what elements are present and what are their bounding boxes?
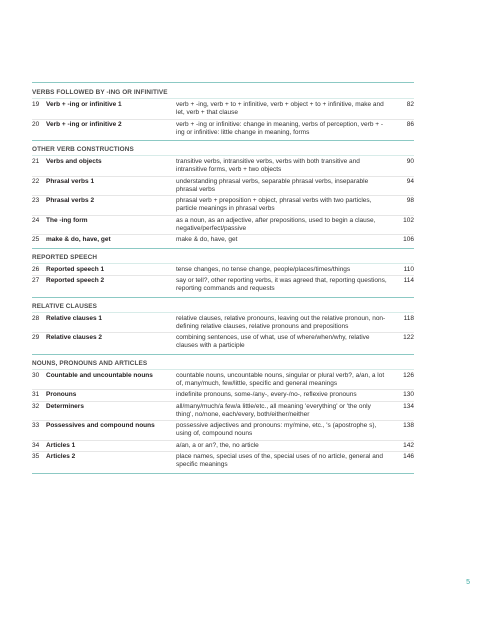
unit-page: 114: [403, 277, 414, 284]
unit-title: Verbs and objects: [46, 158, 102, 165]
unit-row: [32, 265, 414, 276]
unit-page: 94: [406, 177, 414, 185]
unit-row: [32, 420, 414, 440]
section-title: OTHER VERB CONSTRUCTIONS: [32, 144, 414, 156]
unit-row: [32, 215, 414, 235]
unit-page: 118: [403, 314, 414, 322]
unit-row: [32, 440, 414, 452]
unit-title: Relative clauses 1: [46, 314, 103, 322]
unit-number: 33: [32, 422, 40, 429]
unit-title: Pronouns: [46, 391, 77, 398]
unit-number: 26: [32, 265, 40, 273]
section: [32, 144, 414, 249]
unit-row: [32, 389, 414, 401]
unit-title: Verb + -ing or infinitive 2: [46, 120, 122, 128]
unit-number: 24: [32, 216, 40, 224]
unit-row: [32, 451, 414, 471]
section: [32, 252, 414, 298]
unit-page: 106: [403, 236, 414, 243]
contents-table: [32, 82, 414, 477]
unit-page: 142: [403, 441, 414, 449]
unit-number: 27: [32, 277, 40, 284]
unit-row: [32, 157, 414, 176]
section: [32, 358, 414, 474]
section-title: RELATIVE CLAUSES: [32, 301, 414, 313]
unit-page: 82: [406, 101, 414, 108]
unit-title: Relative clauses 2: [46, 334, 103, 341]
unit-row: [32, 119, 414, 139]
unit-row: [32, 314, 414, 333]
section-title: VERBS FOLLOWED BY -ING OR INFINITIVE: [32, 87, 414, 99]
unit-page: 86: [406, 120, 414, 128]
unit-number: 19: [32, 101, 40, 108]
unit-description: all/many/much/a few/a little/etc., all meaning 'everything' or 'the only thing', no/none, each/every, both/either/neither: [176, 402, 371, 418]
unit-description: tense changes, no tense change, people/places/times/things: [176, 265, 351, 273]
unit-description: combining sentences, use of what, use of where/when/why, relative clauses with a participle: [176, 334, 370, 349]
unit-description: say or tell?, other reporting verbs, it was agreed that, reporting questions, reporting commands and requests: [176, 277, 387, 292]
unit-title: Articles 1: [46, 441, 76, 449]
unit-title: make & do, have, get: [46, 236, 111, 243]
section-title: NOUNS, PRONOUNS AND ARTICLES: [32, 358, 414, 370]
section: [32, 87, 414, 141]
unit-row: [32, 401, 414, 421]
section: [32, 301, 414, 355]
unit-title: Reported speech 2: [46, 277, 105, 284]
unit-description: as a noun, as an adjective, after prepositions, used to begin a clause, negative/perfect/passive: [176, 216, 376, 232]
unit-number: 28: [32, 314, 40, 322]
unit-number: 34: [32, 441, 40, 449]
unit-number: 29: [32, 334, 40, 341]
unit-description: verb + -ing, verb + to + infinitive, verb + object + to + infinitive, make and let, verb + that clause: [176, 101, 384, 116]
sections-container: [32, 87, 414, 474]
unit-row: [32, 176, 414, 196]
unit-row: [32, 195, 414, 215]
unit-page: 122: [403, 334, 414, 341]
unit-row: [32, 371, 414, 390]
unit-number: 31: [32, 391, 40, 398]
unit-description: verb + -ing or infinitive: change in meaning, verbs of perception, verb + -ing or infinitive: little change in meaning, forms: [176, 120, 384, 136]
unit-page: 130: [403, 391, 414, 398]
unit-description: make & do, have, get: [176, 236, 238, 243]
unit-row: [32, 275, 414, 295]
unit-row: [32, 100, 414, 119]
unit-page: 102: [403, 216, 414, 224]
unit-description: possessive adjectives and pronouns: my/mine, etc., 's (apostrophe s), using of, compound nouns: [176, 422, 377, 437]
unit-title: Possessives and compound nouns: [46, 422, 155, 429]
unit-row: [32, 234, 414, 246]
section-title: REPORTED SPEECH: [32, 252, 414, 264]
unit-number: 23: [32, 197, 40, 204]
unit-title: The -ing form: [46, 216, 88, 224]
unit-page: 90: [406, 158, 414, 165]
top-divider: [32, 82, 414, 83]
unit-description: a/an, a or an?, the, no article: [176, 441, 259, 449]
unit-page: 146: [403, 453, 414, 460]
unit-page: 134: [403, 402, 414, 410]
unit-title: Verb + -ing or infinitive 1: [46, 101, 122, 108]
unit-title: Phrasal verbs 1: [46, 177, 95, 185]
unit-number: 25: [32, 236, 40, 243]
page-number: 5: [466, 579, 470, 586]
unit-number: 21: [32, 158, 40, 165]
unit-page: 126: [403, 371, 414, 379]
unit-number: 22: [32, 177, 40, 185]
unit-page: 98: [406, 197, 414, 204]
unit-description: understanding phrasal verbs, separable phrasal verbs, inseparable phrasal verbs: [176, 177, 369, 193]
unit-title: Articles 2: [46, 453, 76, 460]
unit-title: Determiners: [46, 402, 84, 410]
unit-description: phrasal verb + preposition + object, phrasal verbs with two particles, particle meanings in phrasal verbs: [176, 197, 372, 212]
unit-page: 110: [403, 265, 414, 273]
unit-title: Countable and uncountable nouns: [46, 371, 153, 379]
unit-description: countable nouns, uncountable nouns, singular or plural verb?, a/an, a lot of, many/much, few/little, specific and general meanings: [176, 371, 385, 387]
unit-number: 32: [32, 402, 40, 410]
unit-description: transitive verbs, intransitive verbs, verbs with both transitive and intransitive forms, verb + two objects: [176, 158, 360, 173]
unit-row: [32, 332, 414, 352]
unit-page: 138: [403, 422, 414, 429]
unit-title: Reported speech 1: [46, 265, 105, 273]
unit-number: 35: [32, 453, 40, 460]
unit-number: 30: [32, 371, 40, 379]
unit-description: indefinite pronouns, some-/any-, every-/no-, reflexive pronouns: [176, 391, 357, 398]
unit-description: place names, special uses of the, special uses of no article, general and specific meanings: [176, 453, 384, 468]
unit-title: Phrasal verbs 2: [46, 197, 95, 204]
unit-number: 20: [32, 120, 40, 128]
unit-description: relative clauses, relative pronouns, leaving out the relative pronoun, non-defining relative clauses, relative pronouns and prepositions: [176, 314, 386, 330]
